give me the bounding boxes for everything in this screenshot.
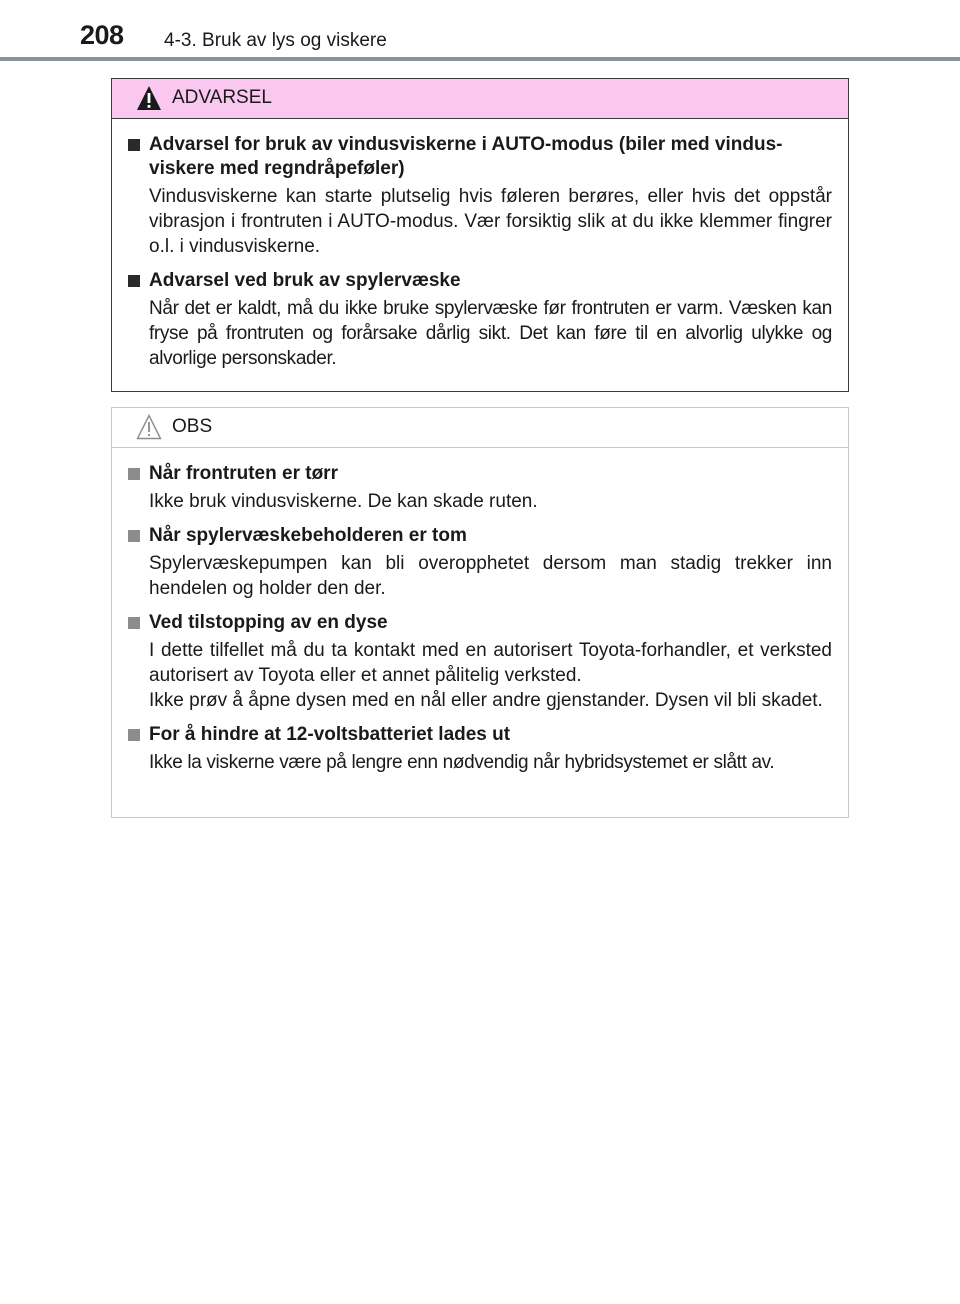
warning-item bbox=[128, 133, 832, 259]
notice-box-header bbox=[112, 408, 848, 448]
bullet-square-icon bbox=[128, 139, 140, 151]
warning-triangle-icon bbox=[136, 85, 162, 111]
warning-item-heading: Advarsel ved bruk av spylervæske bbox=[149, 270, 461, 291]
page-header bbox=[0, 0, 960, 60]
bullet-square-icon bbox=[128, 468, 140, 480]
notice-item-heading: Når spylervæskebeholderen er tom bbox=[149, 525, 467, 546]
section-title: 4-3. Bruk av lys og viskere bbox=[164, 30, 387, 51]
notice-item bbox=[128, 611, 832, 713]
bullet-square-icon bbox=[128, 729, 140, 741]
notice-item bbox=[128, 462, 832, 514]
notice-item-heading: For å hindre at 12-voltsbatteriet lades ut bbox=[149, 724, 511, 745]
page-number: 208 bbox=[80, 20, 124, 50]
warning-item bbox=[128, 269, 832, 371]
warning-box bbox=[111, 78, 849, 392]
header-divider bbox=[0, 57, 960, 61]
notice-item-heading: Når frontruten er tørr bbox=[149, 463, 338, 484]
warning-box-title: ADVARSEL bbox=[172, 87, 272, 108]
notice-item-text: Spylervæskepumpen kan bli overopphetet dersom man stadig trekker inn hendelen og holder den der. bbox=[149, 553, 832, 599]
notice-box-title: OBS bbox=[172, 416, 213, 437]
notice-item-text: I dette tilfellet må du ta kontakt med en autorisert Toyota-forhandler, et verksted autorisert av Toyota eller et annet pålitelig verksted. bbox=[149, 640, 832, 686]
notice-item bbox=[128, 723, 832, 775]
bullet-square-icon bbox=[128, 530, 140, 542]
warning-item-text: Vindusviskerne kan starte plutselig hvis føleren berøres, eller hvis det oppstår vibrasjon i frontruten i AUTO-modus. Vær forsiktig slik at du ikke klemmer fingrer o.l. i vindusviskerne. bbox=[149, 186, 832, 257]
warning-box-header bbox=[112, 79, 848, 119]
bullet-square-icon bbox=[128, 617, 140, 629]
bullet-square-icon bbox=[128, 275, 140, 287]
warning-item-text: Når det er kaldt, må du ikke bruke spylervæske før frontruten er varm. Væsken kan fryse på frontruten og forårsake dårlig sikt. Det kan føre til en alvorlig ulykke og alvorlige personskader. bbox=[149, 298, 832, 369]
notice-box bbox=[111, 407, 849, 818]
notice-item-text: Ikke bruk vindusviskerne. De kan skade ruten. bbox=[149, 491, 538, 512]
notice-item-text: Ikke prøv å åpne dysen med en nål eller andre gjenstander. Dysen vil bli skadet. bbox=[149, 690, 823, 711]
warning-item-heading: Advarsel for bruk av vindusviskerne i AUTO-modus (biler med vindus-viskere med regndråpeføler) bbox=[149, 134, 783, 179]
notice-item-heading: Ved tilstopping av en dyse bbox=[149, 612, 388, 633]
caution-triangle-icon bbox=[136, 414, 162, 440]
notice-item-text: Ikke la viskerne være på lengre enn nødvendig når hybridsystemet er slått av. bbox=[149, 752, 775, 773]
notice-item bbox=[128, 524, 832, 601]
